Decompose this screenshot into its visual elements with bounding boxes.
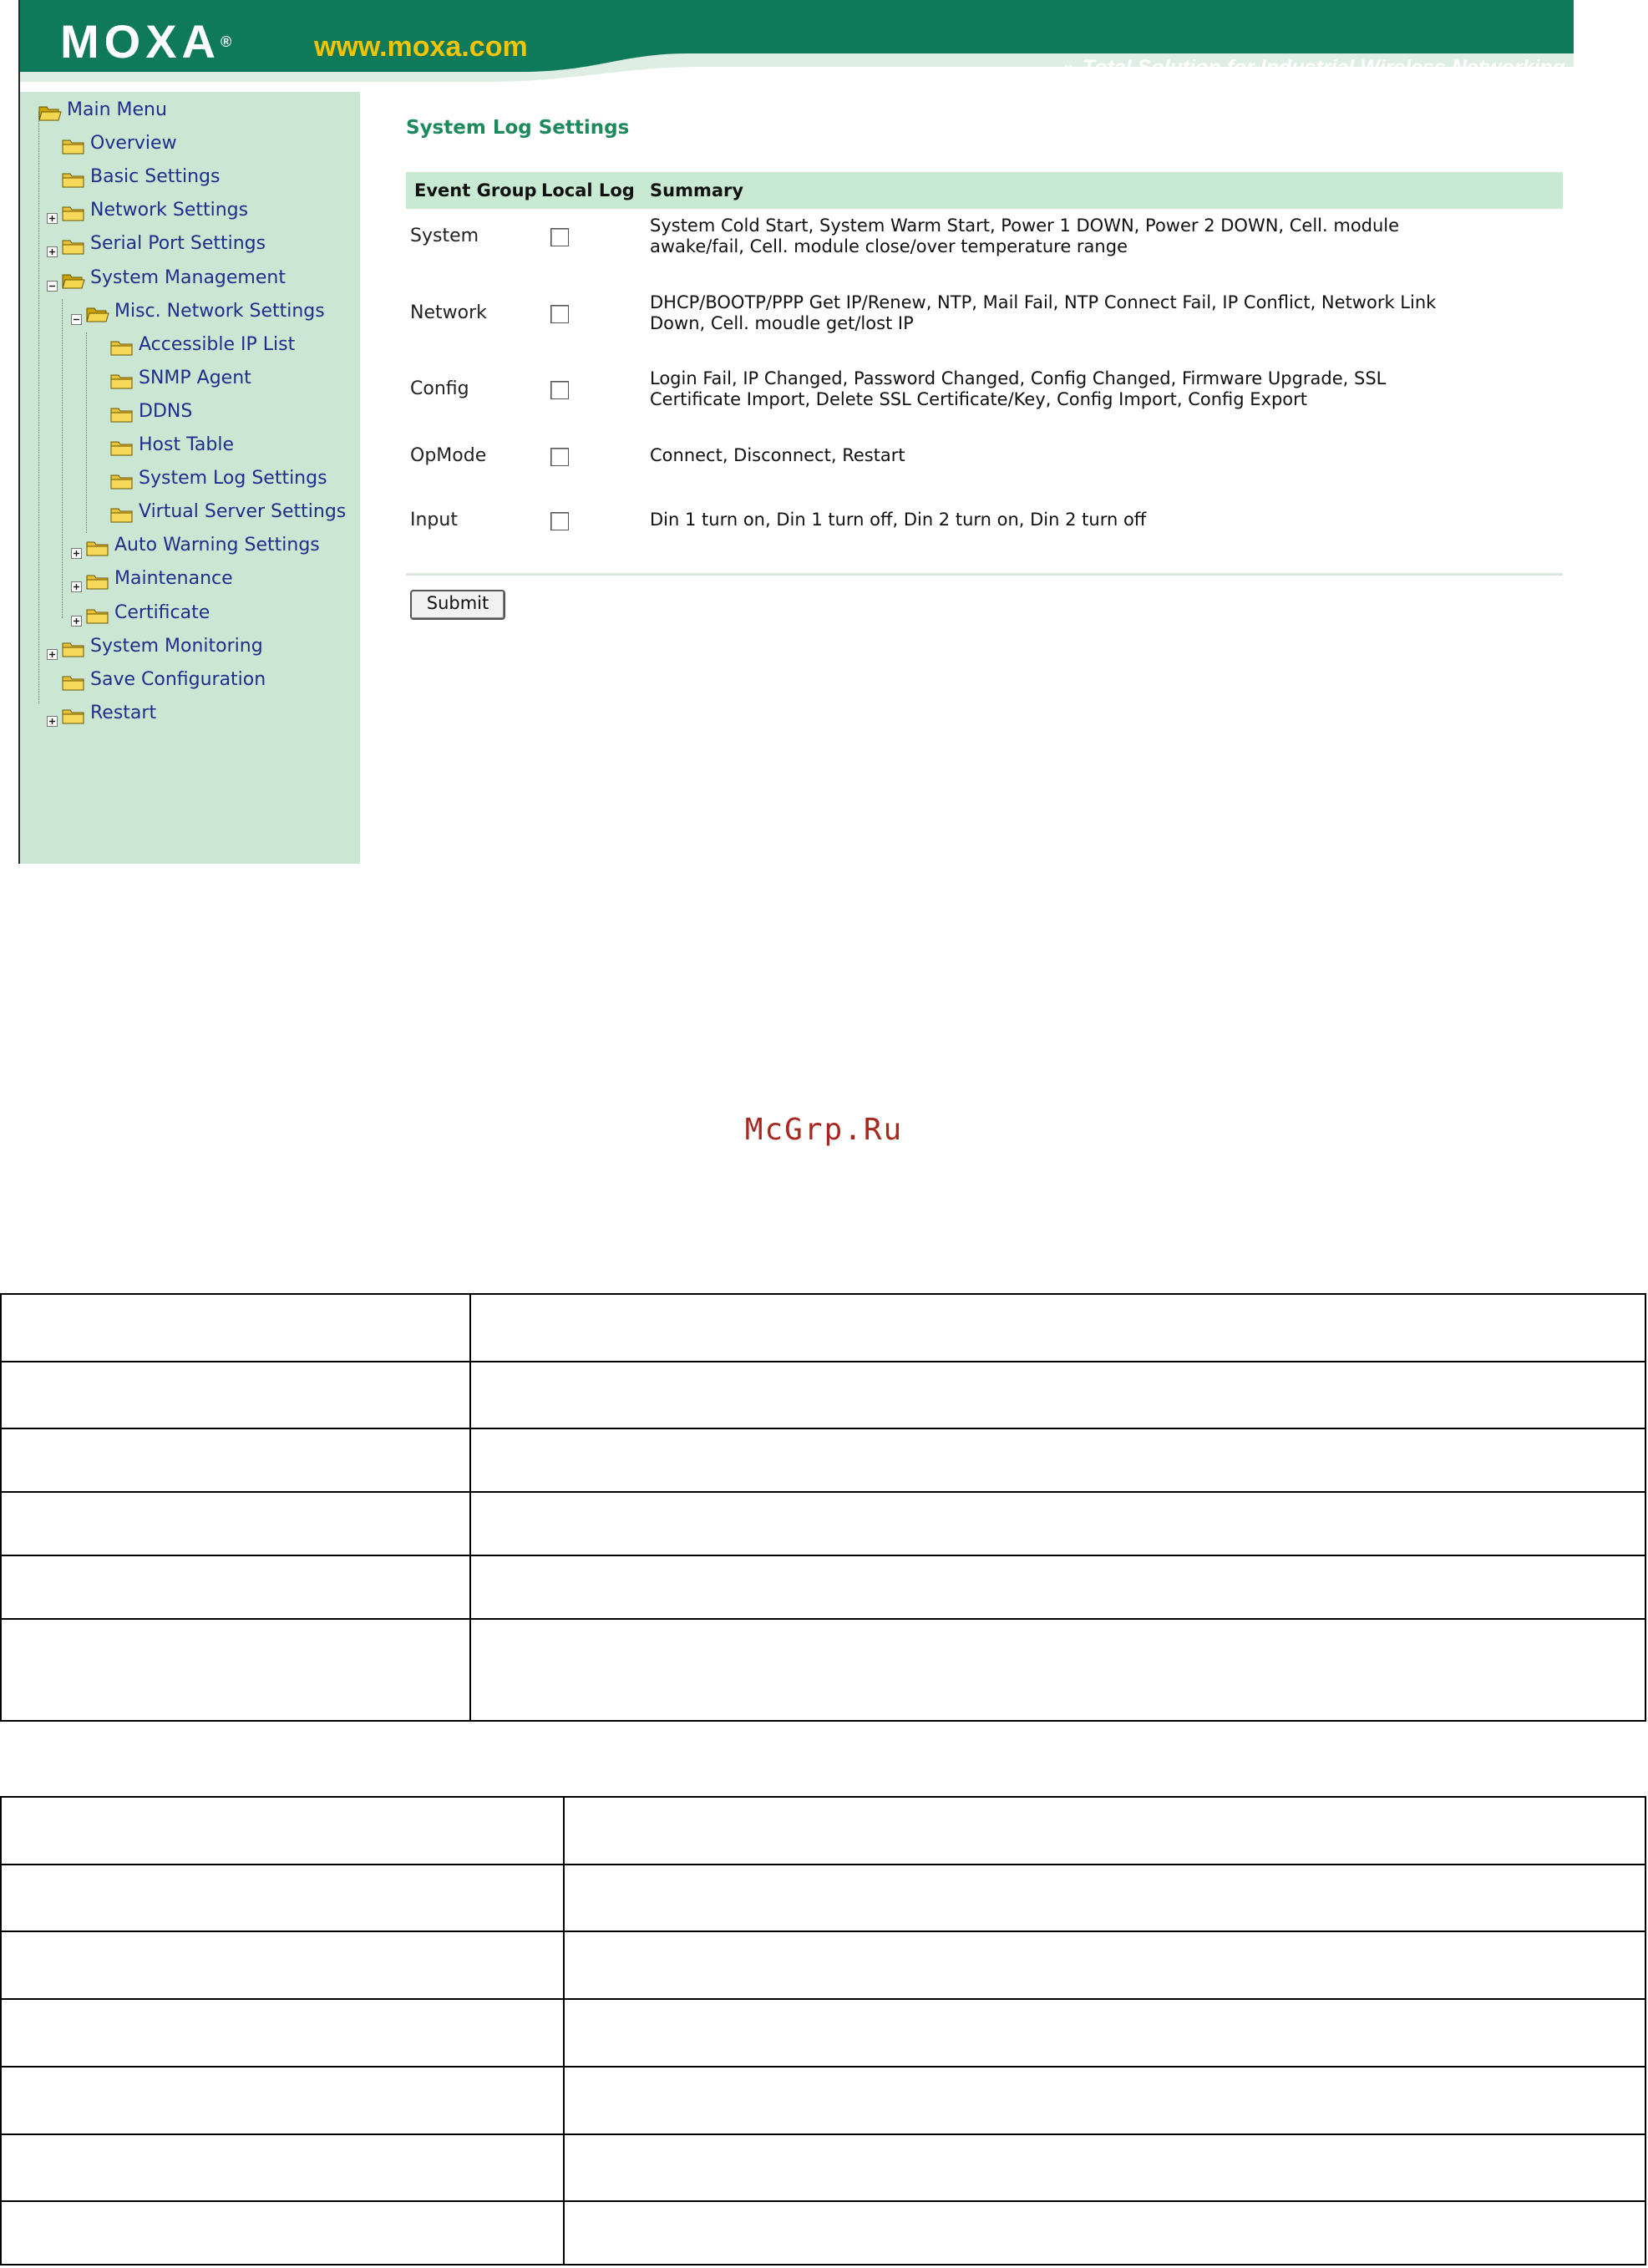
folder-icon — [110, 403, 134, 420]
folder-icon — [86, 537, 109, 554]
event-summary — [650, 445, 1544, 466]
expand-plus-icon[interactable] — [47, 708, 58, 718]
summary-line: DHCP/BOOTP/PPP Get IP/Renew, NTP, Mail Fail, NTP Connect Fail, IP Conflict, Network Link — [650, 292, 1437, 312]
tree-connector — [86, 332, 87, 533]
folder-icon — [110, 470, 134, 487]
sidebar-item-label: Save Configuration — [90, 668, 266, 690]
folder-icon — [110, 370, 134, 387]
sidebar-item-label: Restart — [90, 702, 157, 723]
expand-plus-icon[interactable] — [47, 205, 58, 216]
folder-icon — [62, 638, 85, 655]
column-header-event-group: Event Group — [414, 180, 537, 200]
registered-mark: ® — [221, 33, 232, 50]
local-log-checkbox[interactable] — [550, 305, 569, 323]
expand-plus-icon[interactable] — [71, 540, 82, 551]
sidebar-item-label: Misc. Network Settings — [114, 300, 325, 322]
folder-open-icon — [86, 303, 109, 320]
local-log-checkbox[interactable] — [550, 228, 569, 246]
sidebar-item-label: Virtual Server Settings — [139, 501, 347, 523]
folder-icon — [62, 236, 85, 252]
table-header — [406, 172, 1563, 209]
folder-icon — [62, 672, 85, 688]
summary-line: System Cold Start, System Warm Start, Power 1 DOWN, Power 2 DOWN, Cell. module — [650, 216, 1400, 236]
sidebar-item-label: Certificate — [114, 601, 210, 623]
event-group-label: Config — [410, 378, 469, 399]
folder-icon — [62, 705, 85, 722]
column-header-local-log: Local Log — [541, 180, 635, 200]
logo-text: MOXA — [60, 15, 221, 68]
event-summary — [650, 368, 1544, 410]
sidebar-item-label: SNMP Agent — [139, 367, 251, 388]
event-group-label: System — [410, 226, 479, 246]
expand-plus-icon[interactable] — [47, 641, 58, 652]
main-content — [360, 92, 1574, 864]
sidebar-navigation-tree — [20, 92, 360, 864]
folder-icon — [110, 337, 134, 353]
sidebar-item-label: System Log Settings — [139, 468, 327, 490]
event-group-label: Input — [410, 510, 458, 530]
event-summary — [650, 292, 1544, 334]
folder-icon — [86, 571, 109, 587]
folder-icon — [62, 202, 85, 219]
sidebar-item-label: Main Menu — [67, 99, 167, 120]
summary-line: Login Fail, IP Changed, Password Changed, Config Changed, Firmware Upgrade, SSL — [650, 368, 1387, 388]
sidebar-item-label: Network Settings — [90, 200, 249, 221]
moxa-logo[interactable] — [60, 15, 232, 68]
sidebar-item-label: DDNS — [139, 400, 193, 422]
empty-document-table — [0, 1796, 1646, 2265]
collapse-minus-icon[interactable] — [47, 272, 58, 283]
event-group-label: Network — [410, 302, 487, 323]
double-chevron-right-icon: » — [1062, 56, 1074, 79]
event-summary — [650, 216, 1544, 257]
folder-icon — [62, 135, 85, 152]
folder-icon — [110, 504, 134, 520]
expand-plus-icon[interactable] — [47, 238, 58, 249]
tagline — [1062, 55, 1565, 80]
column-header-summary: Summary — [650, 180, 744, 200]
sidebar-item-label: System Management — [90, 266, 286, 288]
sidebar-item-label: Serial Port Settings — [90, 233, 266, 255]
summary-line: Connect, Disconnect, Restart — [650, 445, 905, 465]
page-title: System Log Settings — [406, 117, 630, 139]
empty-document-table — [0, 1293, 1646, 1722]
local-log-checkbox[interactable] — [550, 381, 569, 399]
submit-button[interactable]: Submit — [410, 590, 505, 620]
local-log-checkbox[interactable] — [550, 512, 569, 530]
summary-line: Din 1 turn on, Din 1 turn off, Din 2 turn on, Din 2 turn off — [650, 510, 1147, 530]
watermark-text: McGrp.Ru — [744, 1113, 904, 1147]
sidebar-item-label: Maintenance — [114, 568, 233, 590]
sidebar-item-label: Host Table — [139, 434, 234, 455]
sidebar-item-label: System Monitoring — [90, 635, 263, 657]
summary-line: Certificate Import, Delete SSL Certificate/Key, Config Import, Config Export — [650, 389, 1307, 409]
local-log-checkbox[interactable] — [550, 448, 569, 466]
tagline-text: Total Solution for Industrial Wireless Networking — [1082, 56, 1565, 79]
event-group-label: OpMode — [410, 445, 487, 466]
collapse-minus-icon[interactable] — [71, 306, 82, 317]
expand-plus-icon[interactable] — [71, 573, 82, 584]
divider — [406, 573, 1563, 576]
summary-line: Down, Cell. moudle get/lost IP — [650, 313, 914, 333]
web-console-screenshot — [18, 0, 1574, 864]
moxa-url[interactable]: www.moxa.com — [314, 31, 528, 63]
sidebar-item-label: Accessible IP List — [139, 333, 296, 355]
sidebar-item-label: Auto Warning Settings — [114, 535, 320, 556]
sidebar-item-label: Basic Settings — [90, 166, 221, 188]
folder-icon — [62, 169, 85, 185]
folder-open-icon — [62, 270, 85, 287]
folder-icon — [86, 605, 109, 622]
tree-connector — [38, 112, 39, 703]
expand-plus-icon[interactable] — [71, 607, 82, 618]
sidebar-item-label: Overview — [90, 133, 177, 155]
summary-line: awake/fail, Cell. module close/over temperature range — [650, 236, 1128, 256]
event-summary — [650, 510, 1544, 530]
tree-connector — [62, 299, 63, 618]
folder-open-icon — [38, 102, 62, 119]
folder-icon — [110, 437, 134, 454]
